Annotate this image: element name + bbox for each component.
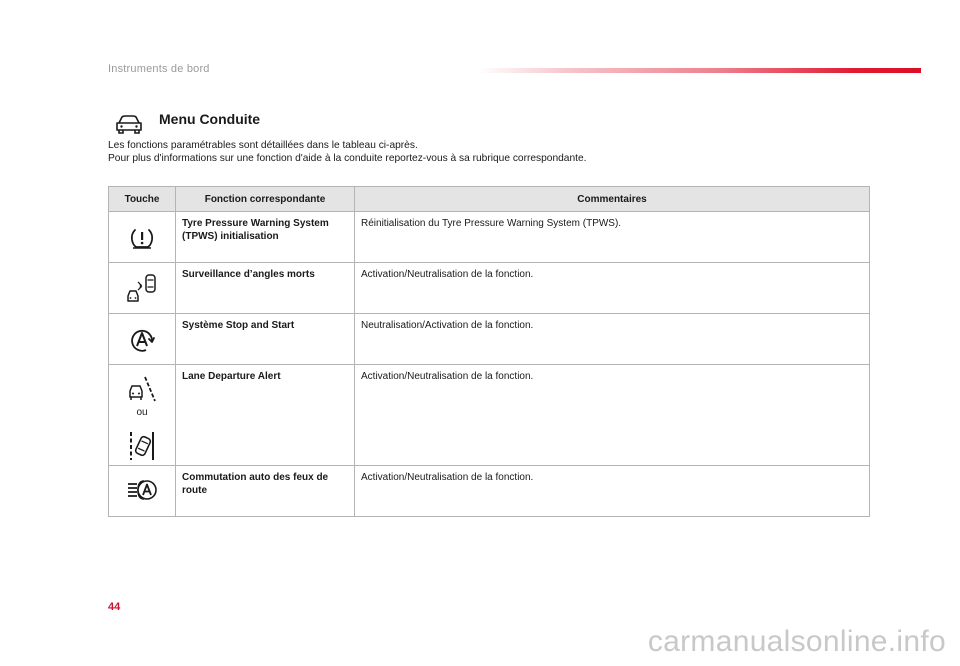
comment-cell: Neutralisation/Activation de la fonction. [355, 314, 870, 365]
auto-high-beam-icon [126, 478, 158, 502]
key-cell [109, 466, 176, 517]
header-title: Instruments de bord [108, 63, 210, 75]
table-row [109, 263, 870, 314]
stop-start-icon [128, 326, 156, 354]
key-cell [109, 365, 176, 466]
page-number: 44 [108, 601, 121, 613]
intro-text [108, 139, 586, 165]
header-comments: Commentaires [355, 187, 870, 212]
or-label: ou [136, 407, 148, 418]
table-row [109, 466, 870, 517]
function-cell: Système Stop and Start [176, 314, 355, 365]
comment-cell: Réinitialisation du Tyre Pressure Warning System (TPWS). [355, 212, 870, 263]
settings-table [108, 186, 870, 517]
table-header-row [109, 187, 870, 212]
key-cell [109, 314, 176, 365]
table-row [109, 314, 870, 365]
table-row [109, 212, 870, 263]
header-accent-bar [478, 68, 921, 73]
blind-spot-icon [125, 273, 159, 303]
key-cell [109, 263, 176, 314]
comment-cell: Activation/Neutralisation de la fonction. [355, 466, 870, 517]
key-cell [109, 212, 176, 263]
function-cell: Surveillance d’angles morts [176, 263, 355, 314]
intro-line-2: Pour plus d'informations sur une fonction d'aide à la conduite reportez-vous à sa rubrique correspondante. [108, 153, 587, 164]
comment-cell: Activation/Neutralisation de la fonction. [355, 263, 870, 314]
car-icon [114, 113, 144, 135]
function-cell: Tyre Pressure Warning System (TPWS) initialisation [176, 212, 355, 263]
function-cell: Commutation auto des feux de route [176, 466, 355, 517]
header-key: Touche [109, 187, 176, 212]
tyre-pressure-icon [128, 226, 156, 250]
section-title: Menu Conduite [159, 111, 261, 127]
watermark: carmanualsonline.info [647, 625, 946, 658]
intro-line-1: Les fonctions paramétrables sont détaillées dans le tableau ci-après. [108, 140, 418, 151]
lane-departure-icon [127, 375, 157, 403]
header-function: Fonction correspondante [176, 187, 355, 212]
comment-cell: Activation/Neutralisation de la fonction. [355, 365, 870, 466]
table-row [109, 365, 870, 466]
function-cell: Lane Departure Alert [176, 365, 355, 466]
lane-departure-alt-icon [127, 428, 157, 462]
